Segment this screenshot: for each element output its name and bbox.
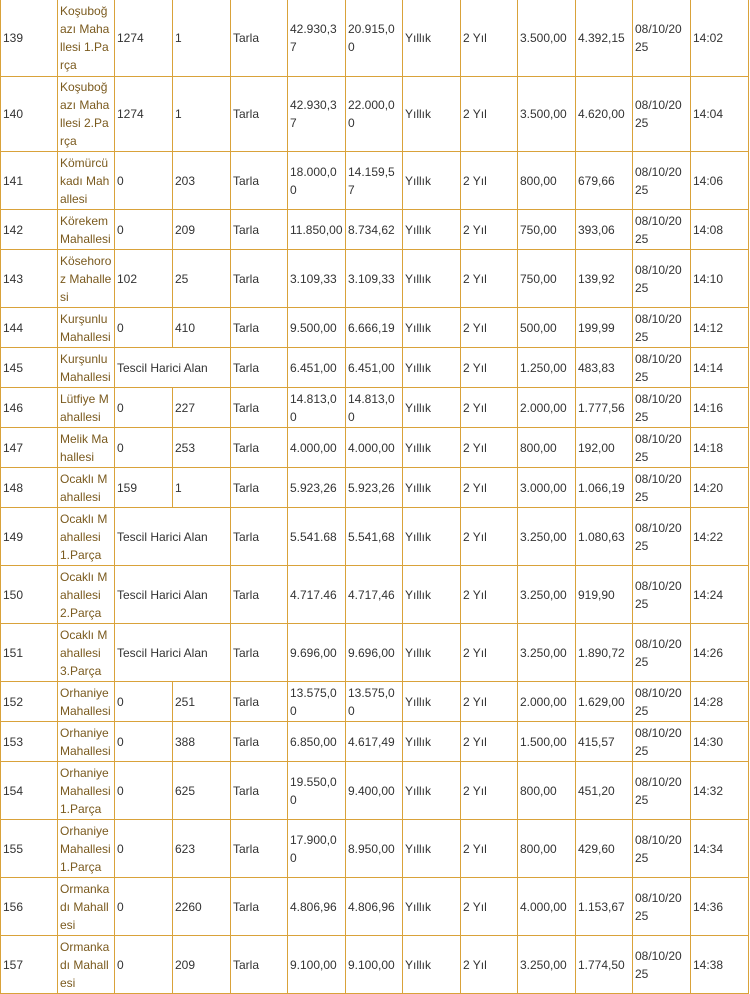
cell-sure: 2 Yıl [461, 0, 518, 77]
cell-periyot: Yıllık [403, 152, 461, 210]
cell-tarih: 08/10/2025 [633, 77, 691, 152]
cell-ada: 0 [115, 936, 173, 994]
cell-no: 146 [1, 388, 58, 428]
cell-ada: 0 [115, 682, 173, 722]
cell-teminat: 919,90 [576, 566, 633, 624]
cell-saat: 14:04 [691, 77, 749, 152]
cell-kiralanan-alan: 9.696,00 [346, 624, 403, 682]
cell-mahalle: Ocaklı Mahallesi 1.Parça [58, 508, 115, 566]
cell-saat: 14:28 [691, 682, 749, 722]
cell-saat: 14:14 [691, 348, 749, 388]
cell-tarih: 08/10/2025 [633, 308, 691, 348]
table-row [1, 348, 749, 388]
cell-tarih: 08/10/2025 [633, 566, 691, 624]
cell-parsel: 1 [173, 77, 231, 152]
cell-yuzolcum: 19.550,00 [288, 762, 346, 820]
cell-periyot: Yıllık [403, 468, 461, 508]
cell-muhammen-bedel: 2.000,00 [518, 388, 576, 428]
cell-tarih: 08/10/2025 [633, 820, 691, 878]
cell-ada: 102 [115, 250, 173, 308]
cell-kiralanan-alan: 14.159,57 [346, 152, 403, 210]
cell-mahalle: Ormankadı Mahallesi [58, 936, 115, 994]
cell-kiralanan-alan: 8.950,00 [346, 820, 403, 878]
cell-muhammen-bedel: 500,00 [518, 308, 576, 348]
cell-cins: Tarla [231, 878, 288, 936]
cell-kiralanan-alan: 6.451,00 [346, 348, 403, 388]
cell-saat: 14:16 [691, 388, 749, 428]
cell-no: 154 [1, 762, 58, 820]
cell-muhammen-bedel: 1.500,00 [518, 722, 576, 762]
cell-teminat: 1.066,19 [576, 468, 633, 508]
cell-no: 148 [1, 468, 58, 508]
cell-sure: 2 Yıl [461, 566, 518, 624]
cell-saat: 14:32 [691, 762, 749, 820]
cell-cins: Tarla [231, 624, 288, 682]
cell-mahalle: Körekem Mahallesi [58, 210, 115, 250]
cell-saat: 14:20 [691, 468, 749, 508]
cell-saat: 14:24 [691, 566, 749, 624]
table-row [1, 508, 749, 566]
cell-mahalle: Ocaklı Mahallesi 3.Parça [58, 624, 115, 682]
cell-periyot: Yıllık [403, 508, 461, 566]
cell-parsel: 1 [173, 468, 231, 508]
cell-saat: 14:26 [691, 624, 749, 682]
cell-muhammen-bedel: 800,00 [518, 762, 576, 820]
cell-mahalle: Ocaklı Mahallesi 2.Parça [58, 566, 115, 624]
cell-yuzolcum: 4.806,96 [288, 878, 346, 936]
cell-muhammen-bedel: 3.500,00 [518, 0, 576, 77]
table-row [1, 210, 749, 250]
cell-mahalle: Ormankadı Mahallesi [58, 878, 115, 936]
cell-periyot: Yıllık [403, 722, 461, 762]
cell-parsel: 1 [173, 0, 231, 77]
cell-muhammen-bedel: 750,00 [518, 250, 576, 308]
table-row [1, 722, 749, 762]
cell-muhammen-bedel: 3.250,00 [518, 508, 576, 566]
cell-ada: 0 [115, 820, 173, 878]
cell-muhammen-bedel: 4.000,00 [518, 878, 576, 936]
cell-periyot: Yıllık [403, 682, 461, 722]
table-row [1, 250, 749, 308]
table-row [1, 77, 749, 152]
cell-cins: Tarla [231, 428, 288, 468]
cell-sure: 2 Yıl [461, 878, 518, 936]
cell-tarih: 08/10/2025 [633, 348, 691, 388]
table-row [1, 682, 749, 722]
cell-muhammen-bedel: 3.500,00 [518, 77, 576, 152]
cell-sure: 2 Yıl [461, 428, 518, 468]
cell-kiralanan-alan: 3.109,33 [346, 250, 403, 308]
cell-sure: 2 Yıl [461, 722, 518, 762]
table-row [1, 152, 749, 210]
cell-muhammen-bedel: 2.000,00 [518, 682, 576, 722]
cell-tarih: 08/10/2025 [633, 624, 691, 682]
table-row [1, 762, 749, 820]
cell-no: 144 [1, 308, 58, 348]
cell-cins: Tarla [231, 820, 288, 878]
cell-sure: 2 Yıl [461, 388, 518, 428]
cell-no: 152 [1, 682, 58, 722]
cell-kiralanan-alan: 5.541,68 [346, 508, 403, 566]
cell-teminat: 1.153,67 [576, 878, 633, 936]
cell-parsel: 388 [173, 722, 231, 762]
cell-ada: 0 [115, 152, 173, 210]
table-row [1, 0, 749, 77]
cell-sure: 2 Yıl [461, 936, 518, 994]
cell-tescil: Tescil Harici Alan [115, 624, 231, 682]
cell-sure: 2 Yıl [461, 508, 518, 566]
cell-saat: 14:02 [691, 0, 749, 77]
cell-cins: Tarla [231, 388, 288, 428]
table-row [1, 820, 749, 878]
cell-tarih: 08/10/2025 [633, 936, 691, 994]
cell-no: 151 [1, 624, 58, 682]
cell-periyot: Yıllık [403, 624, 461, 682]
cell-no: 147 [1, 428, 58, 468]
cell-kiralanan-alan: 4.617,49 [346, 722, 403, 762]
cell-parsel: 25 [173, 250, 231, 308]
cell-kiralanan-alan: 4.000,00 [346, 428, 403, 468]
cell-mahalle: Ocaklı Mahallesi [58, 468, 115, 508]
table-row [1, 566, 749, 624]
cell-teminat: 451,20 [576, 762, 633, 820]
cell-mahalle: Orhaniye Mahallesi [58, 722, 115, 762]
cell-muhammen-bedel: 800,00 [518, 820, 576, 878]
cell-saat: 14:34 [691, 820, 749, 878]
cell-yuzolcum: 5.923,26 [288, 468, 346, 508]
cell-kiralanan-alan: 20.915,00 [346, 0, 403, 77]
cell-kiralanan-alan: 6.666,19 [346, 308, 403, 348]
cell-mahalle: Koşuboğazı Mahallesi 1.Parça [58, 0, 115, 77]
cell-cins: Tarla [231, 722, 288, 762]
cell-tescil: Tescil Harici Alan [115, 508, 231, 566]
cell-kiralanan-alan: 14.813,00 [346, 388, 403, 428]
cell-mahalle: Orhaniye Mahallesi 1.Parça [58, 762, 115, 820]
table-row [1, 428, 749, 468]
cell-ada: 1274 [115, 77, 173, 152]
cell-parsel: 251 [173, 682, 231, 722]
cell-ada: 0 [115, 762, 173, 820]
cell-parsel: 2260 [173, 878, 231, 936]
cell-cins: Tarla [231, 250, 288, 308]
cell-yuzolcum: 17.900,00 [288, 820, 346, 878]
cell-tarih: 08/10/2025 [633, 428, 691, 468]
cell-mahalle: Lütfiye Mahallesi [58, 388, 115, 428]
cell-no: 156 [1, 878, 58, 936]
cell-yuzolcum: 14.813,00 [288, 388, 346, 428]
cell-cins: Tarla [231, 762, 288, 820]
cell-teminat: 393,06 [576, 210, 633, 250]
cell-ada: 0 [115, 428, 173, 468]
cell-saat: 14:30 [691, 722, 749, 762]
cell-periyot: Yıllık [403, 308, 461, 348]
cell-teminat: 192,00 [576, 428, 633, 468]
cell-sure: 2 Yıl [461, 762, 518, 820]
cell-kiralanan-alan: 4.806,96 [346, 878, 403, 936]
cell-muhammen-bedel: 800,00 [518, 152, 576, 210]
cell-saat: 14:12 [691, 308, 749, 348]
cell-periyot: Yıllık [403, 936, 461, 994]
cell-kiralanan-alan: 22.000,00 [346, 77, 403, 152]
cell-periyot: Yıllık [403, 762, 461, 820]
cell-teminat: 483,83 [576, 348, 633, 388]
cell-yuzolcum: 42.930,37 [288, 0, 346, 77]
cell-periyot: Yıllık [403, 820, 461, 878]
cell-cins: Tarla [231, 566, 288, 624]
table-row [1, 624, 749, 682]
cell-mahalle: Kömürcükadı Mahallesi [58, 152, 115, 210]
cell-ada: 0 [115, 210, 173, 250]
cell-sure: 2 Yıl [461, 468, 518, 508]
cell-periyot: Yıllık [403, 566, 461, 624]
cell-teminat: 429,60 [576, 820, 633, 878]
cell-muhammen-bedel: 800,00 [518, 428, 576, 468]
cell-parsel: 209 [173, 210, 231, 250]
cell-saat: 14:22 [691, 508, 749, 566]
cell-kiralanan-alan: 9.100,00 [346, 936, 403, 994]
cell-yuzolcum: 9.100,00 [288, 936, 346, 994]
cell-yuzolcum: 6.451,00 [288, 348, 346, 388]
cell-cins: Tarla [231, 508, 288, 566]
cell-saat: 14:10 [691, 250, 749, 308]
cell-yuzolcum: 4.717.46 [288, 566, 346, 624]
cell-sure: 2 Yıl [461, 152, 518, 210]
cell-mahalle: Kurşunlu Mahallesi [58, 348, 115, 388]
cell-sure: 2 Yıl [461, 682, 518, 722]
cell-parsel: 203 [173, 152, 231, 210]
cell-teminat: 139,92 [576, 250, 633, 308]
table-row [1, 388, 749, 428]
cell-yuzolcum: 6.850,00 [288, 722, 346, 762]
cell-saat: 14:38 [691, 936, 749, 994]
cell-tarih: 08/10/2025 [633, 388, 691, 428]
cell-yuzolcum: 5.541.68 [288, 508, 346, 566]
cell-muhammen-bedel: 3.250,00 [518, 566, 576, 624]
cell-sure: 2 Yıl [461, 308, 518, 348]
cell-parsel: 209 [173, 936, 231, 994]
cell-tescil: Tescil Harici Alan [115, 348, 231, 388]
cell-parsel: 410 [173, 308, 231, 348]
cell-yuzolcum: 18.000,00 [288, 152, 346, 210]
cell-muhammen-bedel: 3.250,00 [518, 936, 576, 994]
cell-yuzolcum: 9.696,00 [288, 624, 346, 682]
cell-sure: 2 Yıl [461, 624, 518, 682]
cell-periyot: Yıllık [403, 0, 461, 77]
cell-periyot: Yıllık [403, 388, 461, 428]
cell-cins: Tarla [231, 152, 288, 210]
cell-periyot: Yıllık [403, 210, 461, 250]
table-row [1, 878, 749, 936]
cell-ada: 1274 [115, 0, 173, 77]
cell-sure: 2 Yıl [461, 77, 518, 152]
cell-cins: Tarla [231, 682, 288, 722]
cell-kiralanan-alan: 5.923,26 [346, 468, 403, 508]
cell-no: 149 [1, 508, 58, 566]
cell-ada: 0 [115, 308, 173, 348]
cell-parsel: 625 [173, 762, 231, 820]
cell-tarih: 08/10/2025 [633, 682, 691, 722]
cell-teminat: 679,66 [576, 152, 633, 210]
cell-cins: Tarla [231, 936, 288, 994]
cell-teminat: 1.890,72 [576, 624, 633, 682]
cell-periyot: Yıllık [403, 250, 461, 308]
cell-yuzolcum: 4.000,00 [288, 428, 346, 468]
cell-yuzolcum: 13.575,00 [288, 682, 346, 722]
cell-yuzolcum: 9.500,00 [288, 308, 346, 348]
cell-saat: 14:08 [691, 210, 749, 250]
cell-saat: 14:06 [691, 152, 749, 210]
cell-periyot: Yıllık [403, 878, 461, 936]
cell-no: 145 [1, 348, 58, 388]
cell-no: 153 [1, 722, 58, 762]
cell-tarih: 08/10/2025 [633, 210, 691, 250]
cell-periyot: Yıllık [403, 348, 461, 388]
cell-periyot: Yıllık [403, 428, 461, 468]
cell-parsel: 227 [173, 388, 231, 428]
cell-teminat: 4.620,00 [576, 77, 633, 152]
cell-sure: 2 Yıl [461, 348, 518, 388]
cell-muhammen-bedel: 750,00 [518, 210, 576, 250]
cell-teminat: 1.777,56 [576, 388, 633, 428]
cell-kiralanan-alan: 4.717,46 [346, 566, 403, 624]
cell-tarih: 08/10/2025 [633, 152, 691, 210]
cell-mahalle: Melik Mahallesi [58, 428, 115, 468]
cell-parsel: 623 [173, 820, 231, 878]
cell-sure: 2 Yıl [461, 210, 518, 250]
cell-no: 141 [1, 152, 58, 210]
cell-kiralanan-alan: 9.400,00 [346, 762, 403, 820]
cell-no: 150 [1, 566, 58, 624]
cell-teminat: 199,99 [576, 308, 633, 348]
cell-tescil: Tescil Harici Alan [115, 566, 231, 624]
cell-cins: Tarla [231, 0, 288, 77]
cell-ada: 0 [115, 388, 173, 428]
table-row [1, 468, 749, 508]
cell-yuzolcum: 11.850,00 [288, 210, 346, 250]
cell-no: 142 [1, 210, 58, 250]
cell-saat: 14:36 [691, 878, 749, 936]
cell-tarih: 08/10/2025 [633, 722, 691, 762]
cell-tarih: 08/10/2025 [633, 878, 691, 936]
cell-mahalle: Orhaniye Mahallesi 1.Parça [58, 820, 115, 878]
cell-kiralanan-alan: 8.734,62 [346, 210, 403, 250]
cell-tarih: 08/10/2025 [633, 508, 691, 566]
cell-cins: Tarla [231, 210, 288, 250]
cell-no: 139 [1, 0, 58, 77]
cell-no: 157 [1, 936, 58, 994]
cell-teminat: 1.080,63 [576, 508, 633, 566]
cell-yuzolcum: 42.930,37 [288, 77, 346, 152]
cell-yuzolcum: 3.109,33 [288, 250, 346, 308]
cell-teminat: 415,57 [576, 722, 633, 762]
cell-cins: Tarla [231, 348, 288, 388]
cell-saat: 14:18 [691, 428, 749, 468]
cell-kiralanan-alan: 13.575,00 [346, 682, 403, 722]
cell-ada: 0 [115, 722, 173, 762]
table-row [1, 936, 749, 994]
cell-tarih: 08/10/2025 [633, 250, 691, 308]
cell-ada: 159 [115, 468, 173, 508]
cell-cins: Tarla [231, 77, 288, 152]
cell-mahalle: Orhaniye Mahallesi [58, 682, 115, 722]
cell-muhammen-bedel: 3.250,00 [518, 624, 576, 682]
cell-no: 155 [1, 820, 58, 878]
cell-mahalle: Koşuboğazı Mahallesi 2.Parça [58, 77, 115, 152]
cell-no: 143 [1, 250, 58, 308]
cell-teminat: 1.774,50 [576, 936, 633, 994]
cell-cins: Tarla [231, 468, 288, 508]
table-body [1, 0, 749, 994]
cell-muhammen-bedel: 1.250,00 [518, 348, 576, 388]
cell-teminat: 1.629,00 [576, 682, 633, 722]
cell-tarih: 08/10/2025 [633, 468, 691, 508]
cell-no: 140 [1, 77, 58, 152]
cell-tarih: 08/10/2025 [633, 0, 691, 77]
cell-ada: 0 [115, 878, 173, 936]
cell-muhammen-bedel: 3.000,00 [518, 468, 576, 508]
cell-tarih: 08/10/2025 [633, 762, 691, 820]
cell-sure: 2 Yıl [461, 820, 518, 878]
cell-cins: Tarla [231, 308, 288, 348]
cell-parsel: 253 [173, 428, 231, 468]
cell-sure: 2 Yıl [461, 250, 518, 308]
cell-teminat: 4.392,15 [576, 0, 633, 77]
table-row [1, 308, 749, 348]
cell-periyot: Yıllık [403, 77, 461, 152]
cell-mahalle: Kurşunlu Mahallesi [58, 308, 115, 348]
cell-mahalle: Kösehoroz Mahallesi [58, 250, 115, 308]
